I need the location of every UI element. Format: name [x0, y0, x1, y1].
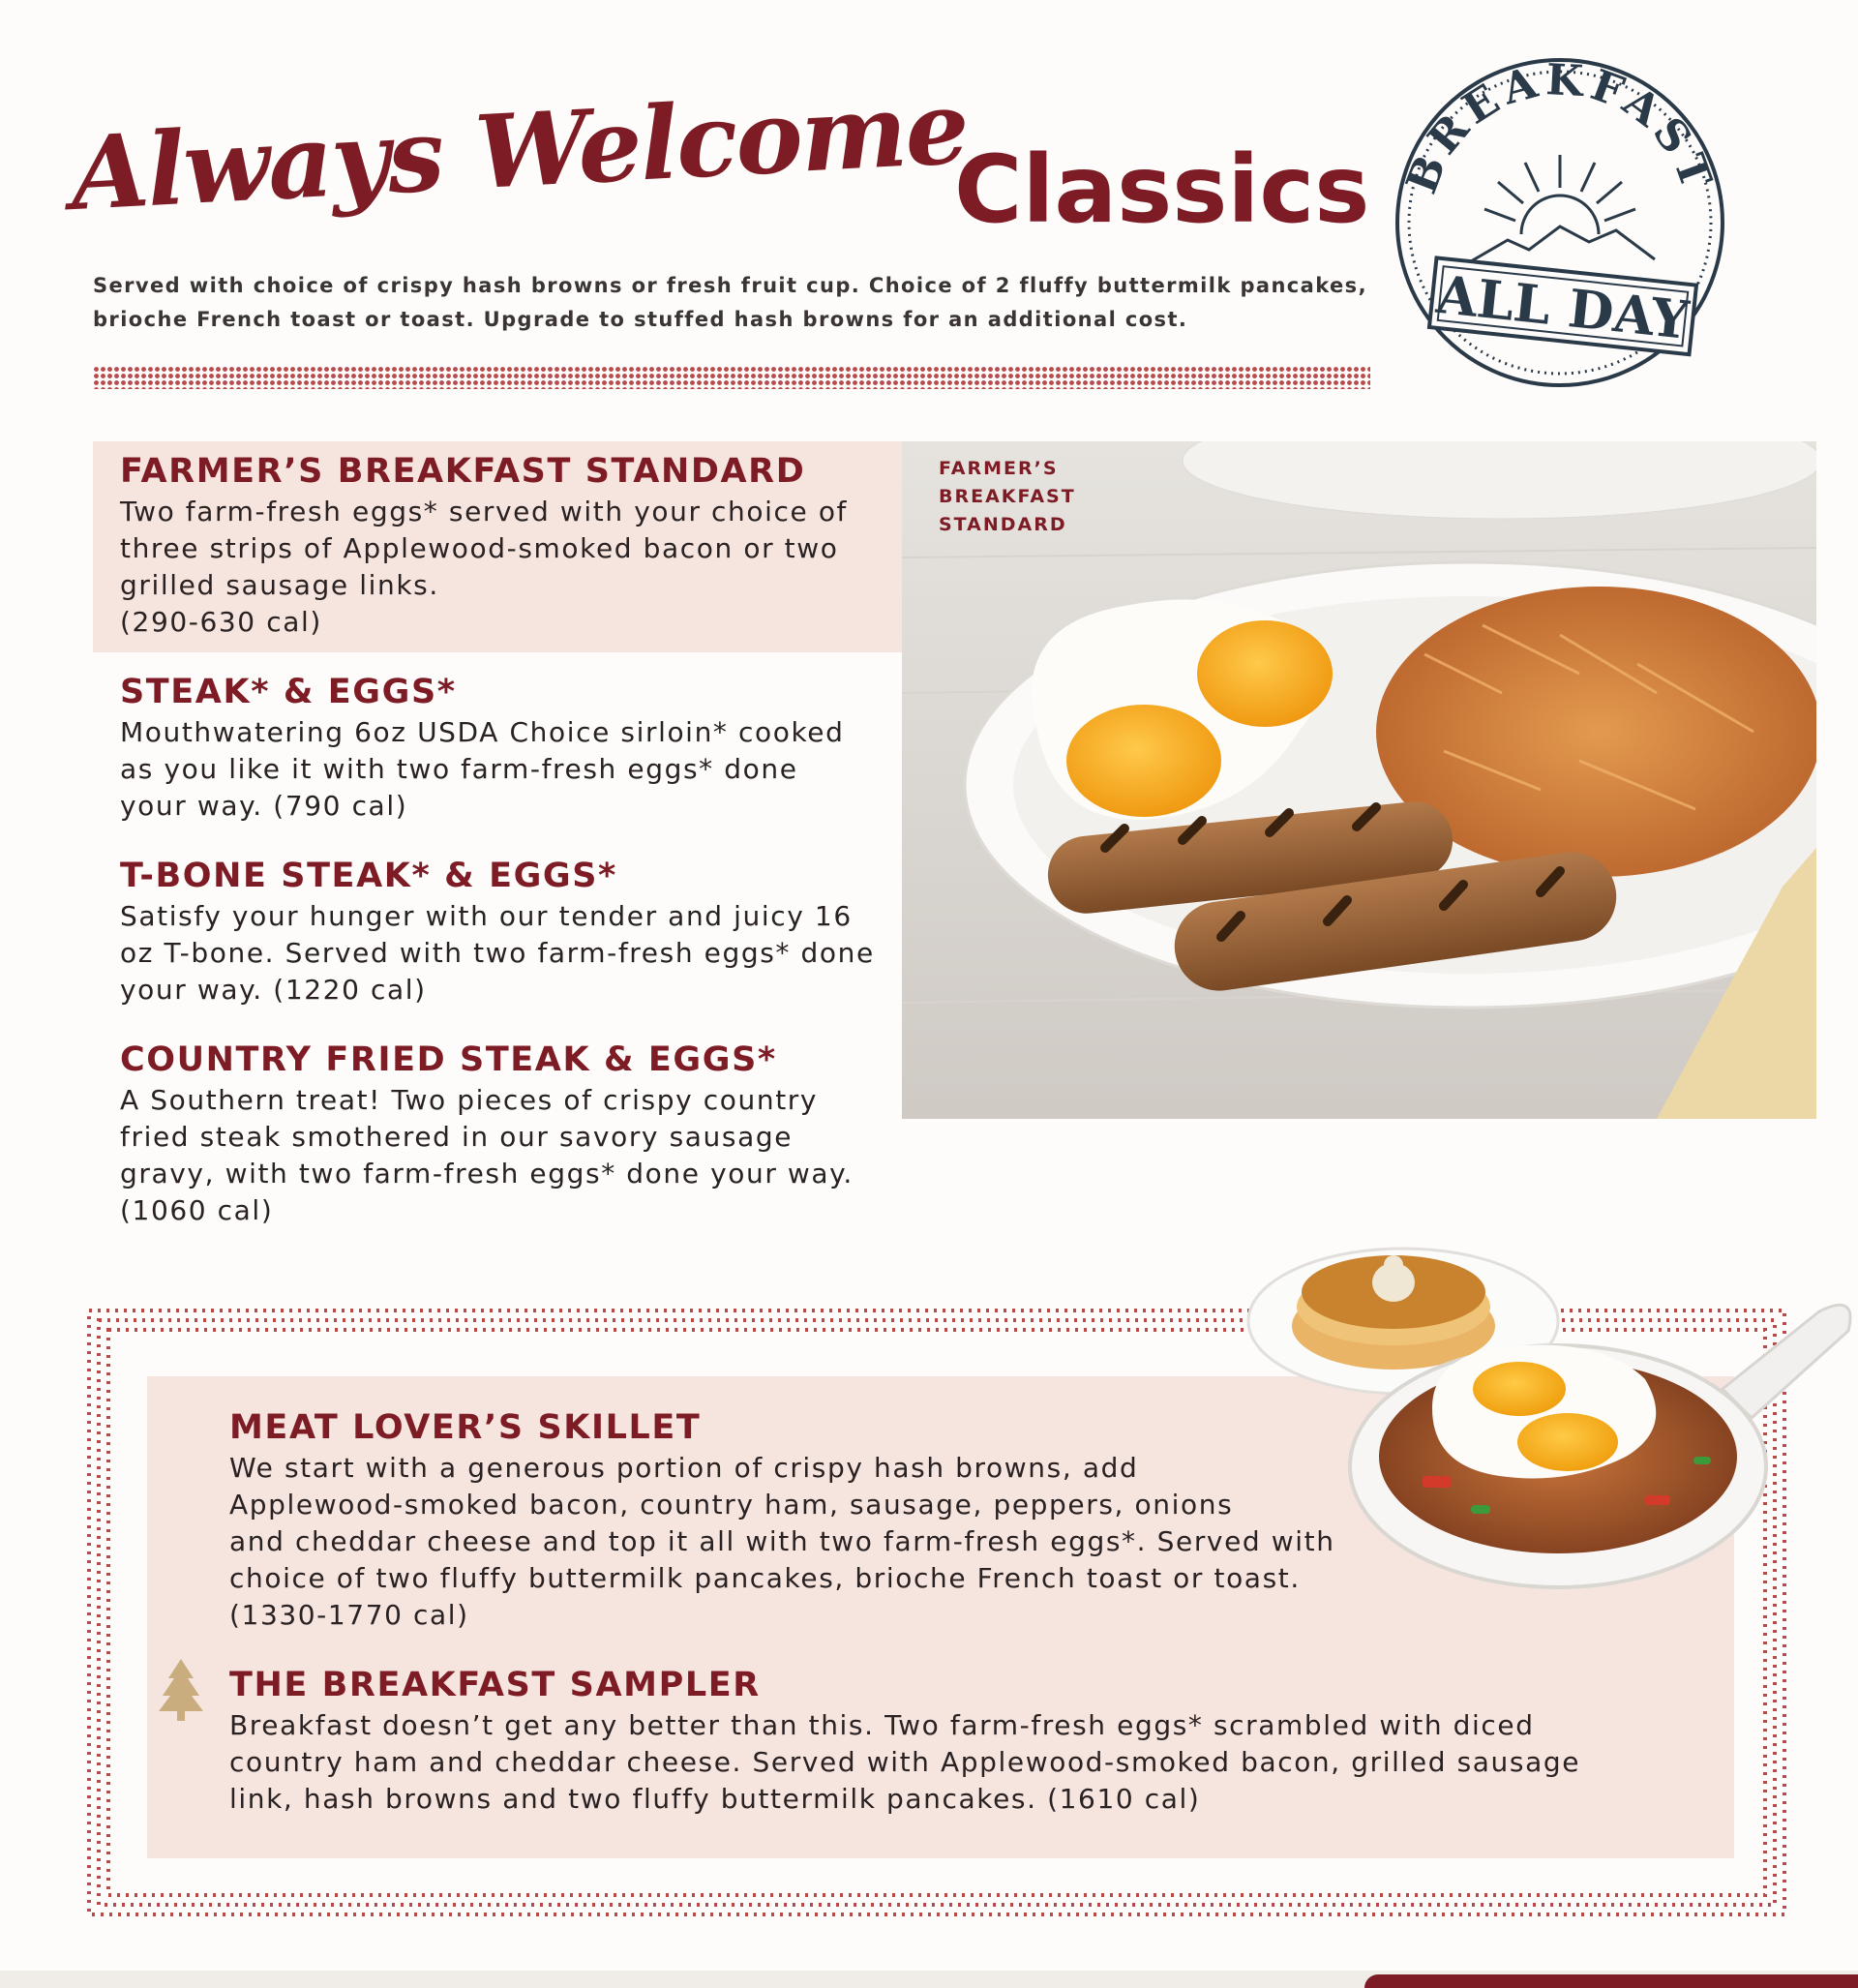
featured-item-line: country ham and cheddar cheese. Served with Applewood-smoked bacon, grilled sausage [229, 1746, 1581, 1778]
featured-item-meat-lovers-skillet [229, 1405, 1335, 1634]
featured-item-line: We start with a generous portion of crispy hash browns, add [229, 1452, 1139, 1484]
menu-item-description: Mouthwatering 6oz USDA Choice sirloin* cooked as you like it with two farm-fresh eggs* done your way. (790 cal) [120, 716, 845, 822]
photo-caption-line: FARMER’S [939, 458, 1059, 479]
menu-item-steak-eggs [120, 670, 894, 825]
featured-item-line: Applewood-smoked bacon, country ham, sausage, peppers, onions [229, 1489, 1234, 1521]
title-block: Classics [954, 136, 1370, 244]
title-script: Always Welcome [68, 67, 971, 234]
featured-item-line: choice of two fluffy buttermilk pancakes, brioche French toast or toast. [229, 1562, 1301, 1594]
menu-item-country-fried-steak [120, 1038, 894, 1229]
photo-caption-line: STANDARD [939, 514, 1067, 535]
menu-item-description: Two farm-fresh eggs* served with your choice of three strips of Applewood-smoked bacon or two grilled sausage links. [120, 496, 849, 601]
menu-item-tbone-steak-eggs [120, 854, 894, 1009]
badge-banner-text: ALL DAY [1433, 262, 1693, 351]
featured-item-breakfast-sampler [229, 1663, 1580, 1818]
featured-item-line: link, hash browns and two fluffy buttermilk pancakes. (1610 cal) [229, 1783, 1201, 1815]
intro-text: Served with choice of crispy hash browns or fresh fruit cup. Choice of 2 fluffy buttermilk pancakes, brioche French toast or toast. Upgrade to stuffed hash browns for an additional cost. [93, 274, 1367, 331]
menu-item-calories: (290-630 cal) [120, 606, 322, 638]
dotted-divider [93, 366, 1370, 389]
featured-item-name: MEAT LOVER’S SKILLET [229, 1408, 702, 1447]
menu-item-name: STEAK* & EGGS* [120, 673, 457, 711]
featured-item-line: and cheddar cheese and top it all with two farm-fresh eggs*. Served with [229, 1525, 1335, 1557]
menu-item-farmers-breakfast [120, 449, 894, 641]
menu-item-name: T-BONE STEAK* & EGGS* [120, 857, 617, 895]
featured-item-name: THE BREAKFAST SAMPLER [229, 1666, 761, 1704]
featured-item-line: Breakfast doesn’t get any better than this. Two farm-fresh eggs* scrambled with diced [229, 1709, 1535, 1741]
menu-item-description: A Southern treat! Two pieces of crispy country fried steak smothered in our savory sausage gravy, with two farm-fresh eggs* done your way. (1060 cal) [120, 1084, 854, 1226]
breakfast-plate-photo [902, 441, 1816, 1119]
photo-caption-line: BREAKFAST [939, 486, 1076, 507]
menu-item-name: FARMER’S BREAKFAST STANDARD [120, 452, 806, 491]
menu-item-name: COUNTRY FRIED STEAK & EGGS* [120, 1040, 777, 1079]
tree-icon [157, 1657, 205, 1721]
badge-top-text: BREAKFAST [1396, 55, 1723, 200]
bottom-tab [1364, 1974, 1858, 1988]
breakfast-all-day-badge [1374, 50, 1742, 399]
photo-caption [939, 455, 1076, 539]
featured-item-line: (1330-1770 cal) [229, 1599, 469, 1631]
menu-item-description: Satisfy your hunger with our tender and juicy 16 oz T-bone. Served with two farm-fresh eggs* done your way. (1220 cal) [120, 900, 875, 1006]
